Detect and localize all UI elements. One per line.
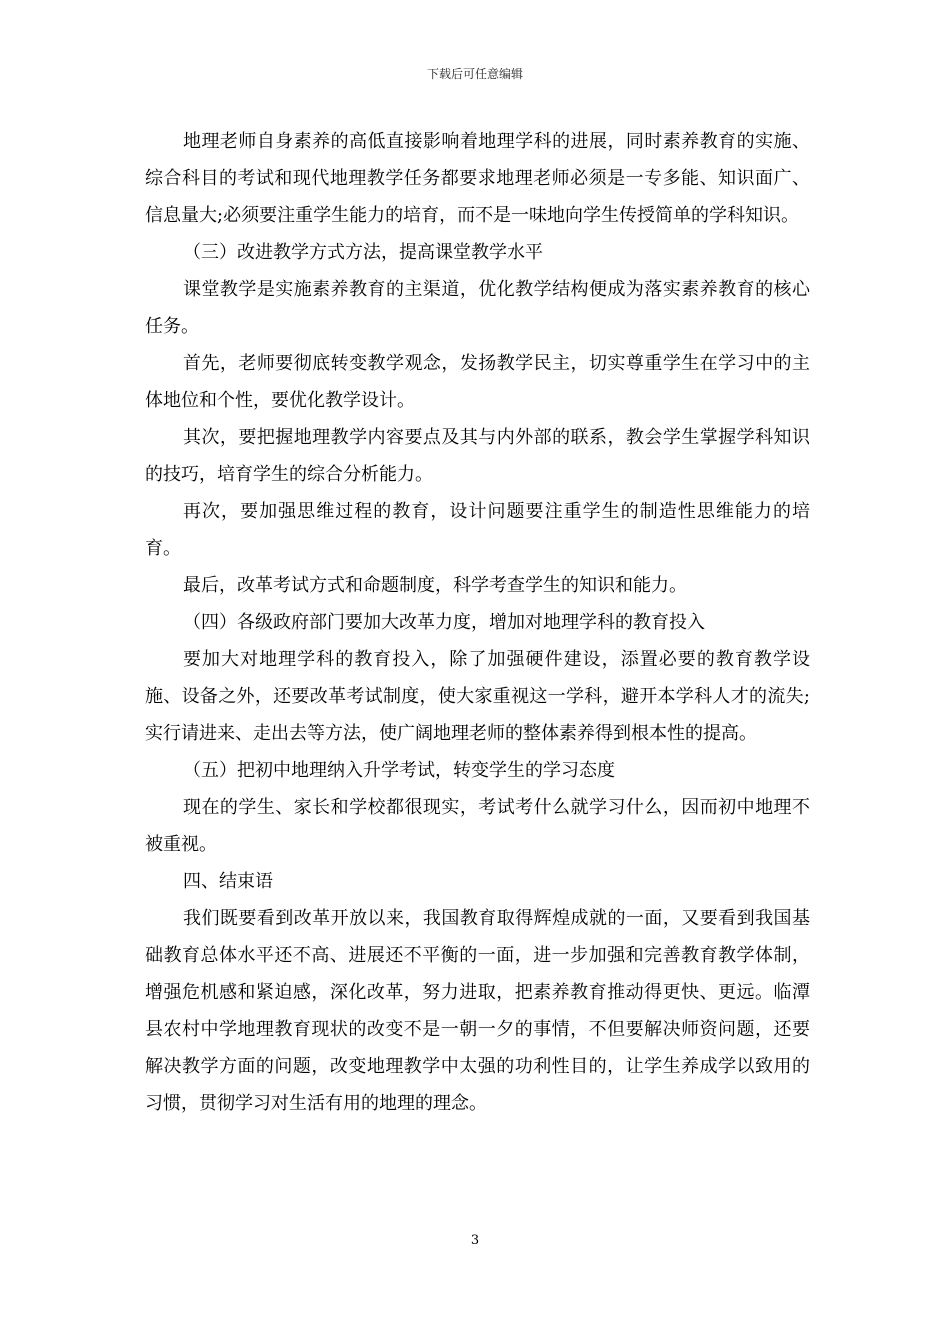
document-body (145, 123, 810, 1122)
paragraph-third: 再次，要加强思维过程的教育，设计问题要注重学生的制造性思维能力的培育。 (145, 501, 810, 559)
paragraph-conclusion: 我们既要看到改革开放以来，我国教育取得辉煌成就的一面，又要看到我国基础教育总体水平还不高、进展还不平衡的一面，进一步加强和完善教育教学体制，增强危机感和紧迫感，深化改革，努力进取，把素养教育推动得更快、更远。临潭县农村中学地理教育现状的改变不是一朝一夕的事情，不但要解决师资问题，还要解决教学方面的问题，改变地理教学中太强的功利性目的，让学生养成学以致用的习惯，贯彻学习对生活有用的地理的理念。 (145, 908, 810, 1114)
paragraph-second: 其次，要把握地理教学内容要点及其与内外部的联系，教会学生掌握学科知识的技巧，培育学生的综合分析能力。 (145, 427, 810, 485)
section-heading-4: （四）各级政府部门要加大改革力度，增加对地理学科的教育投入 (183, 612, 705, 633)
page-header: 下载后可任意编辑 (426, 67, 523, 81)
section-heading-5: （五）把初中地理纳入升学考试，转变学生的学习态度 (183, 760, 615, 781)
page-number: 3 (470, 1233, 480, 1248)
paragraph-investment: 要加大对地理学科的教育投入，除了加强硬件建设，添置必要的教育教学设施、设备之外，还要改革考试制度，使大家重视这一学科，避开本学科人才的流失;实行请进来、走出去等方法，使广阔地理老师的整体素养得到根本性的提高。 (145, 649, 810, 744)
paragraph-finally: 最后，改革考试方式和命题制度，科学考查学生的知识和能力。 (183, 575, 687, 596)
paragraph-teacher-quality: 地理老师自身素养的高低直接影响着地理学科的进展，同时素养教育的实施、综合科目的考试和现代地理教学任务都要求地理老师必须是一专多能、知识面广、信息量大;必须要注重学生能力的培育，而不是一味地向学生传授简单的学科知识。 (145, 131, 810, 226)
paragraph-first: 首先，老师要彻底转变教学观念，发扬教学民主，切实尊重学生在学习中的主体地位和个性，要优化教学设计。 (145, 353, 810, 411)
paragraph-reality: 现在的学生、家长和学校都很现实，考试考什么就学习什么，因而初中地理不被重视。 (145, 797, 810, 855)
section-heading-3: （三）改进教学方式方法，提高课堂教学水平 (183, 242, 543, 263)
section-heading-conclusion: 四、结束语 (183, 871, 273, 892)
paragraph-classroom-teaching: 课堂教学是实施素养教育的主渠道，优化教学结构便成为落实素养教育的核心任务。 (145, 279, 810, 337)
